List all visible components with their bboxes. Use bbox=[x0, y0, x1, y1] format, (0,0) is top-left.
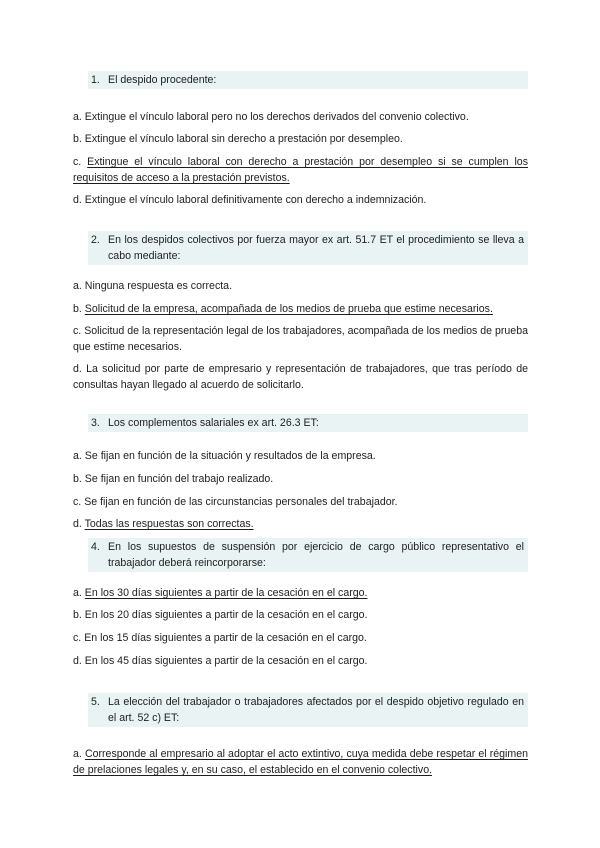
question-3-option-c bbox=[73, 494, 528, 510]
question-3-option-b bbox=[73, 471, 528, 487]
question-2 bbox=[88, 231, 528, 265]
question-2-option-d bbox=[73, 361, 528, 393]
option-text: Solicitud de la representación legal de los trabajadores, acompañada de los medios de prueba que estime necesarios. bbox=[73, 325, 528, 353]
question-2-option-a bbox=[73, 278, 528, 294]
question-text: La elección del trabajador o trabajadores afectados por el despido objetivo regulado en el art. 52 c) ET: bbox=[108, 696, 524, 724]
option-text: En los 20 días siguientes a partir de la cesación en el cargo. bbox=[84, 609, 368, 621]
question-1-option-b bbox=[73, 131, 528, 147]
option-text: Ninguna respuesta es correcta. bbox=[84, 280, 233, 292]
question-4-option-b bbox=[73, 607, 528, 623]
option-letter: c. bbox=[73, 496, 82, 508]
question-1-option-d bbox=[73, 192, 528, 208]
option-letter: d. bbox=[73, 655, 82, 667]
option-text-correct: Corresponde al empresario al adoptar el acto extintivo, cuya medida debe respetar el régimen de prelaciones legales y, en su caso, el establecido en el convenio colectivo. bbox=[73, 748, 528, 776]
option-letter: a. bbox=[73, 587, 82, 599]
option-text: Se fijan en función de las circunstancias personales del trabajador. bbox=[84, 496, 398, 508]
option-letter: a. bbox=[73, 450, 82, 462]
option-text: Se fijan en función de la situación y resultados de la empresa. bbox=[84, 450, 376, 462]
question-1 bbox=[88, 71, 528, 89]
question-number: 1. bbox=[91, 74, 100, 86]
question-2-option-c bbox=[73, 323, 528, 355]
option-text: Extingue el vínculo laboral sin derecho a prestación por desempleo. bbox=[84, 133, 403, 145]
option-text-correct: En los 30 días siguientes a partir de la cesación en el cargo. bbox=[84, 587, 368, 599]
option-letter: d. bbox=[73, 194, 82, 206]
question-2-option-b bbox=[73, 301, 528, 317]
option-text: Extingue el vínculo laboral pero no los derechos derivados del convenio colectivo. bbox=[84, 111, 469, 123]
option-text: En los 45 días siguientes a partir de la cesación en el cargo. bbox=[84, 655, 368, 667]
option-letter: d. bbox=[73, 518, 82, 530]
option-text: Extingue el vínculo laboral definitivamente con derecho a indemnización. bbox=[84, 194, 427, 206]
option-letter: b. bbox=[73, 303, 82, 315]
option-letter: a. bbox=[73, 748, 82, 760]
question-number: 5. bbox=[91, 696, 100, 708]
question-3-option-a bbox=[73, 448, 528, 464]
question-4 bbox=[88, 538, 528, 572]
question-number: 4. bbox=[91, 541, 100, 553]
question-1-option-c bbox=[73, 154, 528, 186]
option-text: Se fijan en función del trabajo realizado. bbox=[84, 473, 274, 485]
question-5 bbox=[88, 693, 528, 727]
question-3-option-d bbox=[73, 516, 528, 532]
question-text: En los supuestos de suspensión por ejercicio de cargo público representativo el trabajador deberá reincorporarse: bbox=[108, 541, 524, 569]
question-number: 3. bbox=[91, 417, 100, 429]
option-letter: b. bbox=[73, 473, 82, 485]
option-letter: a. bbox=[73, 111, 82, 123]
question-4-option-a bbox=[73, 585, 528, 601]
option-text-correct: Todas las respuestas son correctas. bbox=[84, 518, 254, 530]
option-letter: c. bbox=[73, 325, 82, 337]
option-text-correct: Solicitud de la empresa, acompañada de los medios de prueba que estime necesarios. bbox=[84, 303, 493, 315]
question-5-option-a bbox=[73, 746, 528, 778]
option-letter: a. bbox=[73, 280, 82, 292]
question-number: 2. bbox=[91, 234, 100, 246]
question-4-option-c bbox=[73, 630, 528, 646]
question-4-option-d bbox=[73, 653, 528, 669]
option-text: En los 15 días siguientes a partir de la cesación en el cargo. bbox=[84, 632, 367, 644]
option-letter: c. bbox=[73, 156, 82, 168]
option-text: La solicitud por parte de empresario y representación de trabajadores, que tras período de consultas hayan llegado al acuerdo de solicitarlo. bbox=[73, 363, 528, 391]
question-1-option-a bbox=[73, 109, 528, 125]
question-text: Los complementos salariales ex art. 26.3 ET: bbox=[108, 417, 319, 429]
option-letter: b. bbox=[73, 609, 82, 621]
question-text: En los despidos colectivos por fuerza mayor ex art. 51.7 ET el procedimiento se lleva a cabo mediante: bbox=[108, 234, 524, 262]
option-letter: c. bbox=[73, 632, 82, 644]
question-text: El despido procedente: bbox=[108, 74, 217, 86]
option-letter: b. bbox=[73, 133, 82, 145]
question-3 bbox=[88, 414, 528, 432]
option-text-correct: Extingue el vínculo laboral con derecho a prestación por desempleo si se cumplen los requisitos de acceso a la prestación previstos. bbox=[73, 156, 528, 184]
option-letter: d. bbox=[73, 363, 82, 375]
